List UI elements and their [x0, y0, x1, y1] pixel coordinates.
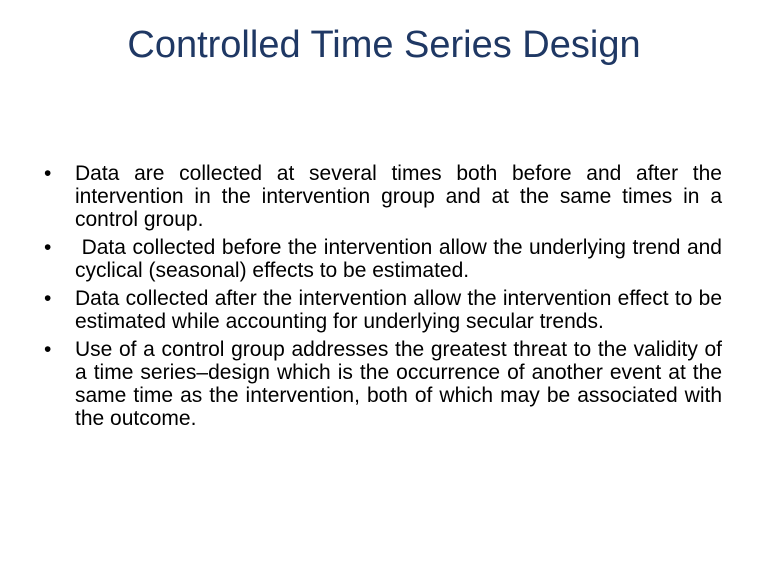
bullet-marker: •: [44, 287, 52, 310]
list-item: [44, 236, 728, 282]
slide-title: Controlled Time Series Design: [127, 24, 641, 66]
list-item: [44, 338, 722, 430]
list-item: [44, 162, 722, 231]
bullet-list: [44, 162, 728, 435]
bullet-text: Data collected before the intervention allow the underlying trend and cyclical (seasonal) effects to be estimated.: [75, 236, 728, 282]
bullet-marker: •: [44, 162, 52, 185]
bullet-text: Use of a control group addresses the greatest threat to the validity of a time series–design which is the occurrence of another event at the same time as the intervention, both of which may be associated with the outcome.: [75, 338, 722, 430]
bullet-marker: •: [44, 338, 52, 361]
list-item: [44, 287, 722, 333]
bullet-text: Data collected after the intervention allow the intervention effect to be estimated while accounting for underlying secular trends.: [75, 287, 722, 333]
bullet-text: Data are collected at several times both before and after the intervention in the intervention group and at the same times in a control group.: [75, 162, 722, 231]
bullet-marker: •: [44, 236, 52, 259]
